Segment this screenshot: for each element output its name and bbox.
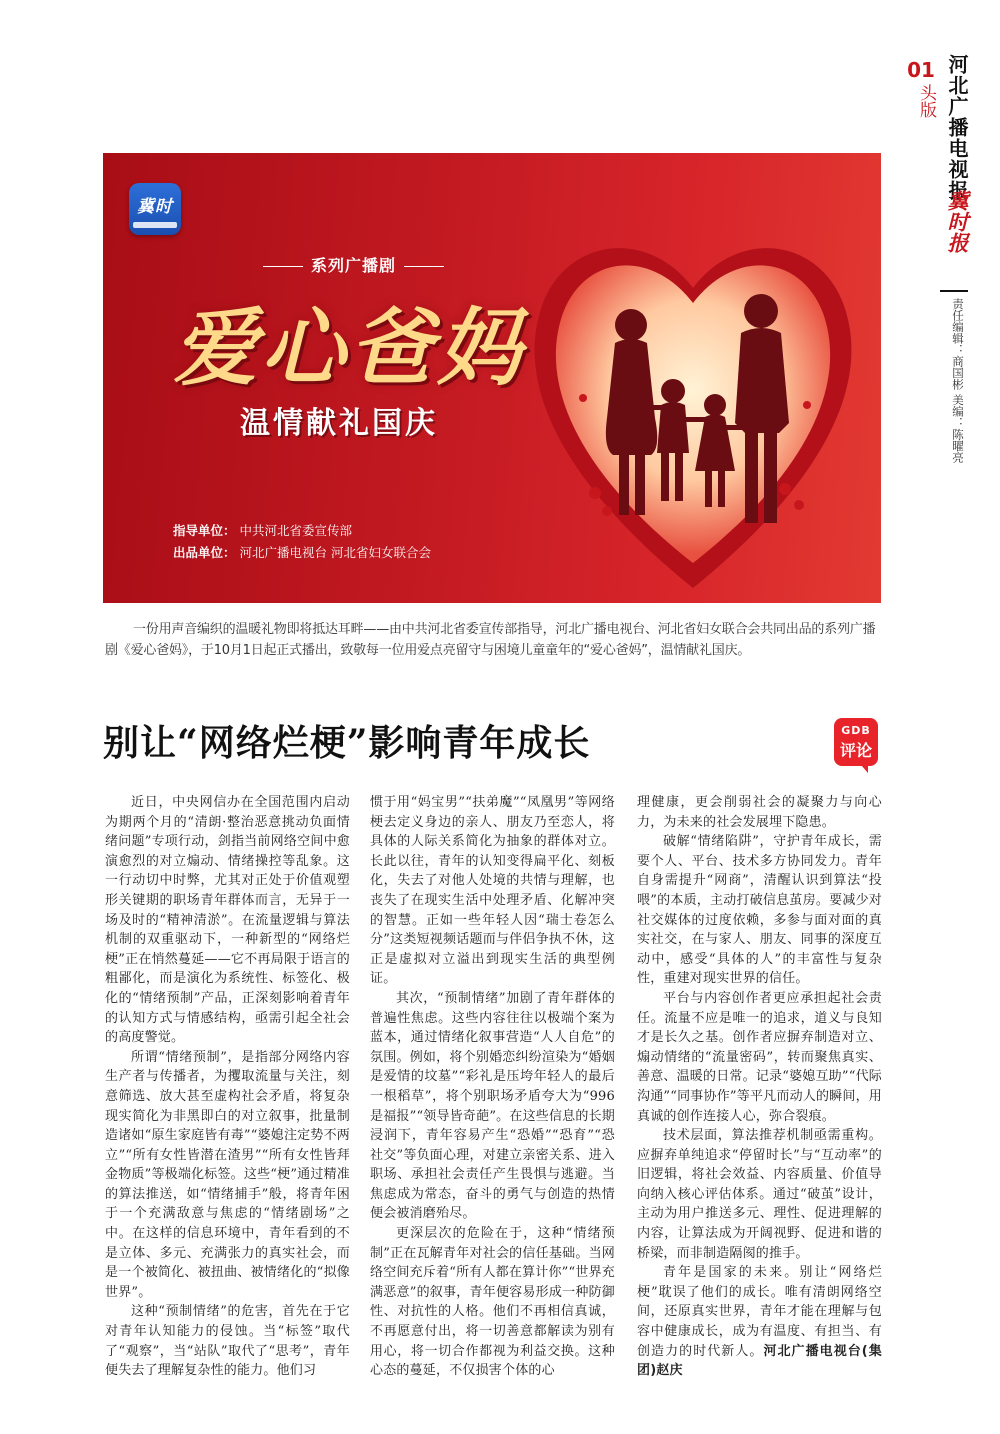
badge-label: 评论 xyxy=(839,741,872,760)
page-section-name: 头版 xyxy=(916,84,936,118)
paragraph: 惯于用“妈宝男”“扶弟魔”“凤凰男”等网络梗去定义身边的亲人、朋友乃至恋人，将具体的人际关系简化为抽象的群体对立。长此以往，青年的认知变得扁平化、刻板化，失去了对他人处境的共情与理解，也丧失了在现实生活中处理矛盾、化解冲突的智慧。正如一些年轻人因“瑞士卷怎么分”这类短视频话题而与伴侣争执不休，这正是虚拟对立溢出到现实生活的典型例证。 xyxy=(370,795,615,987)
paragraph: 平台与内容创作者更应承担起社会责任。流量不应是唯一的追求，道义与良知才是长久之基。创作者应摒弃制造对立、煽动情绪的“流量密码”，转而聚焦真实、善意、温暖的日常。记录“婆媳互助”“代际沟通”“同事协作”等平凡而动人的瞬间，用真诚的创作连接人心，弥合裂痕。 xyxy=(637,990,882,1124)
producer-credit xyxy=(173,543,431,561)
drama-subtitle: 温情献礼国庆 xyxy=(240,406,438,441)
article-headline: 别让“网络烂梗”影响青年成长 xyxy=(103,722,591,764)
guide-unit-label: 指导单位： xyxy=(173,523,236,538)
radio-drama-poster xyxy=(103,153,881,603)
article-column-3 xyxy=(637,793,882,1381)
masthead-divider xyxy=(940,290,968,292)
producer-label: 出品单位： xyxy=(173,545,236,560)
drama-title: 爱心爸妈 xyxy=(173,299,526,397)
broadcaster-logo-text: 冀时 xyxy=(137,197,173,217)
paragraph: 技术层面，算法推荐机制亟需重构。应摒弃单纯追求“停留时长”与“互动率”的旧逻辑，将社会效益、内容质量、价值导向纳入核心评估体系。通过“破茧”设计，主动为用户推送多元、理性、促进理解的内容，让算法成为开阔视野、促进和谐的桥梁，而非制造隔阂的推手。 xyxy=(637,1128,882,1261)
commentary-badge xyxy=(834,718,878,766)
article-column-2 xyxy=(370,793,615,1381)
paragraph: 近日，中央网信办在全国范围内启动为期两个月的“清朗·整治恶意挑动负面情绪问题”专项行动，剑指当前网络空间中愈演愈烈的对立煽动、情绪操控等乱象。这一行动切中时弊，尤其对正处于价值观塑形关键期的职场青年群体而言，无异于一场及时的“精神清淤”。在流量逻辑与算法机制的双重驱动下，一种新型的“网络烂梗”正在悄然蔓延——它不再局限于语言的粗鄙化，而是演化为系统性、标签化、极化的“情绪预制”产品，正深刻影响着青年的认知方式与情感结构，亟需引起全社会的高度警觉。 xyxy=(105,795,350,1046)
paragraph: 更深层次的危险在于，这种“情绪预制”正在瓦解青年对社会的信任基础。当网络空间充斥着“所有人都在算计你”“世界充满恶意”的叙事，青年便容易形成一种防御性、对抗性的人格。他们不再相信真诚，不再愿意付出，将一切善意都解读为别有用心，将一切合作都视为利益交换。这种心态的蔓延，不仅损害个体的心 xyxy=(370,1226,615,1379)
producer-value: 河北广播电视台 河北省妇女联合会 xyxy=(239,545,431,560)
broadcaster-logo xyxy=(129,183,181,235)
guide-unit-value: 中共河北省委宣传部 xyxy=(239,523,353,538)
series-label: 系列广播剧 xyxy=(255,253,452,276)
paragraph: 这种“预制情绪”的危害，首先在于它对青年认知能力的侵蚀。当“标签”取代了“观察”，当“站队”取代了“思考”，青年便失去了理解复杂性的能力。他们习 xyxy=(105,1304,350,1379)
family-heart-illustration xyxy=(523,193,863,603)
guide-unit-credit xyxy=(173,521,352,539)
logo-underline xyxy=(133,222,177,228)
article-byline: 河北广播电视台(集团)赵庆 xyxy=(637,1343,882,1379)
poster-caption: 一份用声音编织的温暖礼物即将抵达耳畔——由中共河北省委宣传部指导，河北广播电视台、河北省妇女联合会共同出品的系列广播剧《爱心爸妈》，于10月1日起正式播出，致敬每一位用爱点亮留守与困境儿童童年的“爱心爸妈”，温情献礼国庆。 xyxy=(105,622,876,658)
article-column-1 xyxy=(105,793,350,1381)
newspaper-name: 河北广播电视报 xyxy=(945,54,969,201)
paragraph: 理健康，更会削弱社会的凝聚力与向心力，为未来的社会发展埋下隐患。 xyxy=(637,795,882,830)
paragraph: 所谓“情绪预制”，是指部分网络内容生产者与传播者，为攫取流量与关注，刻意筛选、放大甚至虚构社会矛盾，将复杂现实简化为非黑即白的对立叙事，批量制造诸如“原生家庭皆有毒”“婆媳注定势不两立”“所有女性皆潜在渣男”“所有女性皆拜金物质”等极端化标签。这些“梗”通过精准的算法推送，如“情绪捕手”般，将青年困于一个充满敌意与焦虑的“情绪剧场”之中。在这样的信息环境中，青年看到的不是立体、多元、充满张力的真实社会，而是一个被简化、被扭曲、被情绪化的“拟像世界”。 xyxy=(105,1049,350,1300)
paragraph-text: 青年是国家的未来。别让“网络烂梗”耽误了他们的成长。唯有清朗网络空间，还原真实世界，青年才能在理解与包容中健康成长，成为有温度、有担当、有创造力的时代新人。 xyxy=(637,1265,882,1359)
page-number: 01 xyxy=(907,58,935,82)
badge-brand: GDB xyxy=(841,724,871,737)
editor-credits: 责任编辑：商国彬 美编：陈曜亮 xyxy=(951,298,965,463)
paragraph xyxy=(637,1263,882,1381)
paragraph: 其次，“预制情绪”加剧了青年群体的普遍性焦虑。这些内容往往以极端个案为蓝本，通过情绪化叙事营造“人人自危”的氛围。例如，将个别婚恋纠纷渲染为“婚姻是爱情的坟墓”“彩礼是压垮年轻人的最后一根稻草”，将个别职场矛盾夸大为“996是福报”“领导皆奇葩”。在这些信息的长期浸润下，青年容易产生“恐婚”“恐育”“恐社交”等负面心理，对建立亲密关系、进入职场、承担社会责任产生畏惧与逃避。当焦虑成为常态，奋斗的勇气与创造的热情便会被消磨殆尽。 xyxy=(370,990,615,1222)
newspaper-logo: 冀时报 xyxy=(945,190,970,253)
heart-frame-inner xyxy=(556,265,830,563)
paragraph: 破解“情绪陷阱”，守护青年成长，需要个人、平台、技术多方协同发力。青年自身需提升“网商”，清醒认识到算法“投喂”的本质，主动打破信息茧房。要减少对社交媒体的过度依赖，多参与面对面的真实社交，在与家人、朋友、同事的深度互动中，感受“具体的人”的丰富性与复杂性，重建对现实世界的信任。 xyxy=(637,834,882,987)
